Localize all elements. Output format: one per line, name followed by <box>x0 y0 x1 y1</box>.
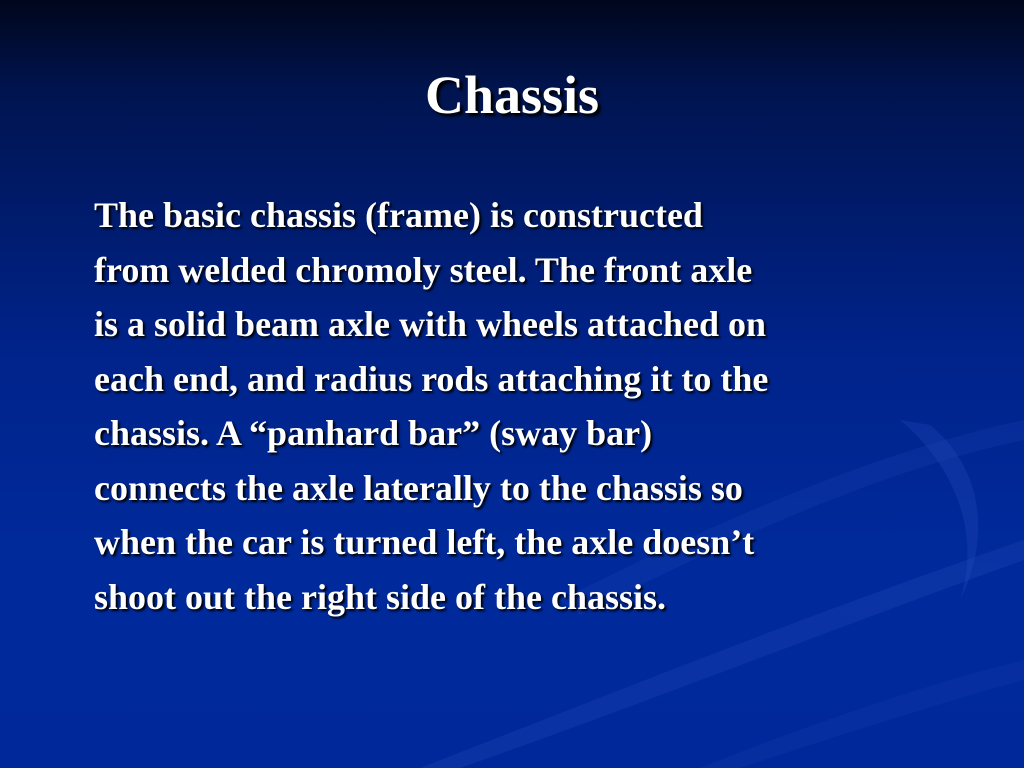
body-line: from welded chromoly steel. The front axle <box>94 249 753 290</box>
body-line: when the car is turned left, the axle doesn’t <box>94 522 755 562</box>
body-line: shoot out the right side of the chassis. <box>94 576 667 617</box>
body-line: The basic chassis (frame) is constructed <box>94 195 703 235</box>
slide-body-text <box>94 188 980 624</box>
body-line: each end, and radius rods attaching it to the <box>94 358 769 399</box>
body-line: is a solid beam axle with wheels attached on <box>94 304 767 344</box>
body-line: connects the axle laterally to the chassis so <box>94 467 743 508</box>
slide-title: Chassis <box>424 65 600 125</box>
body-line: chassis. A “panhard bar” (sway bar) <box>94 413 653 453</box>
